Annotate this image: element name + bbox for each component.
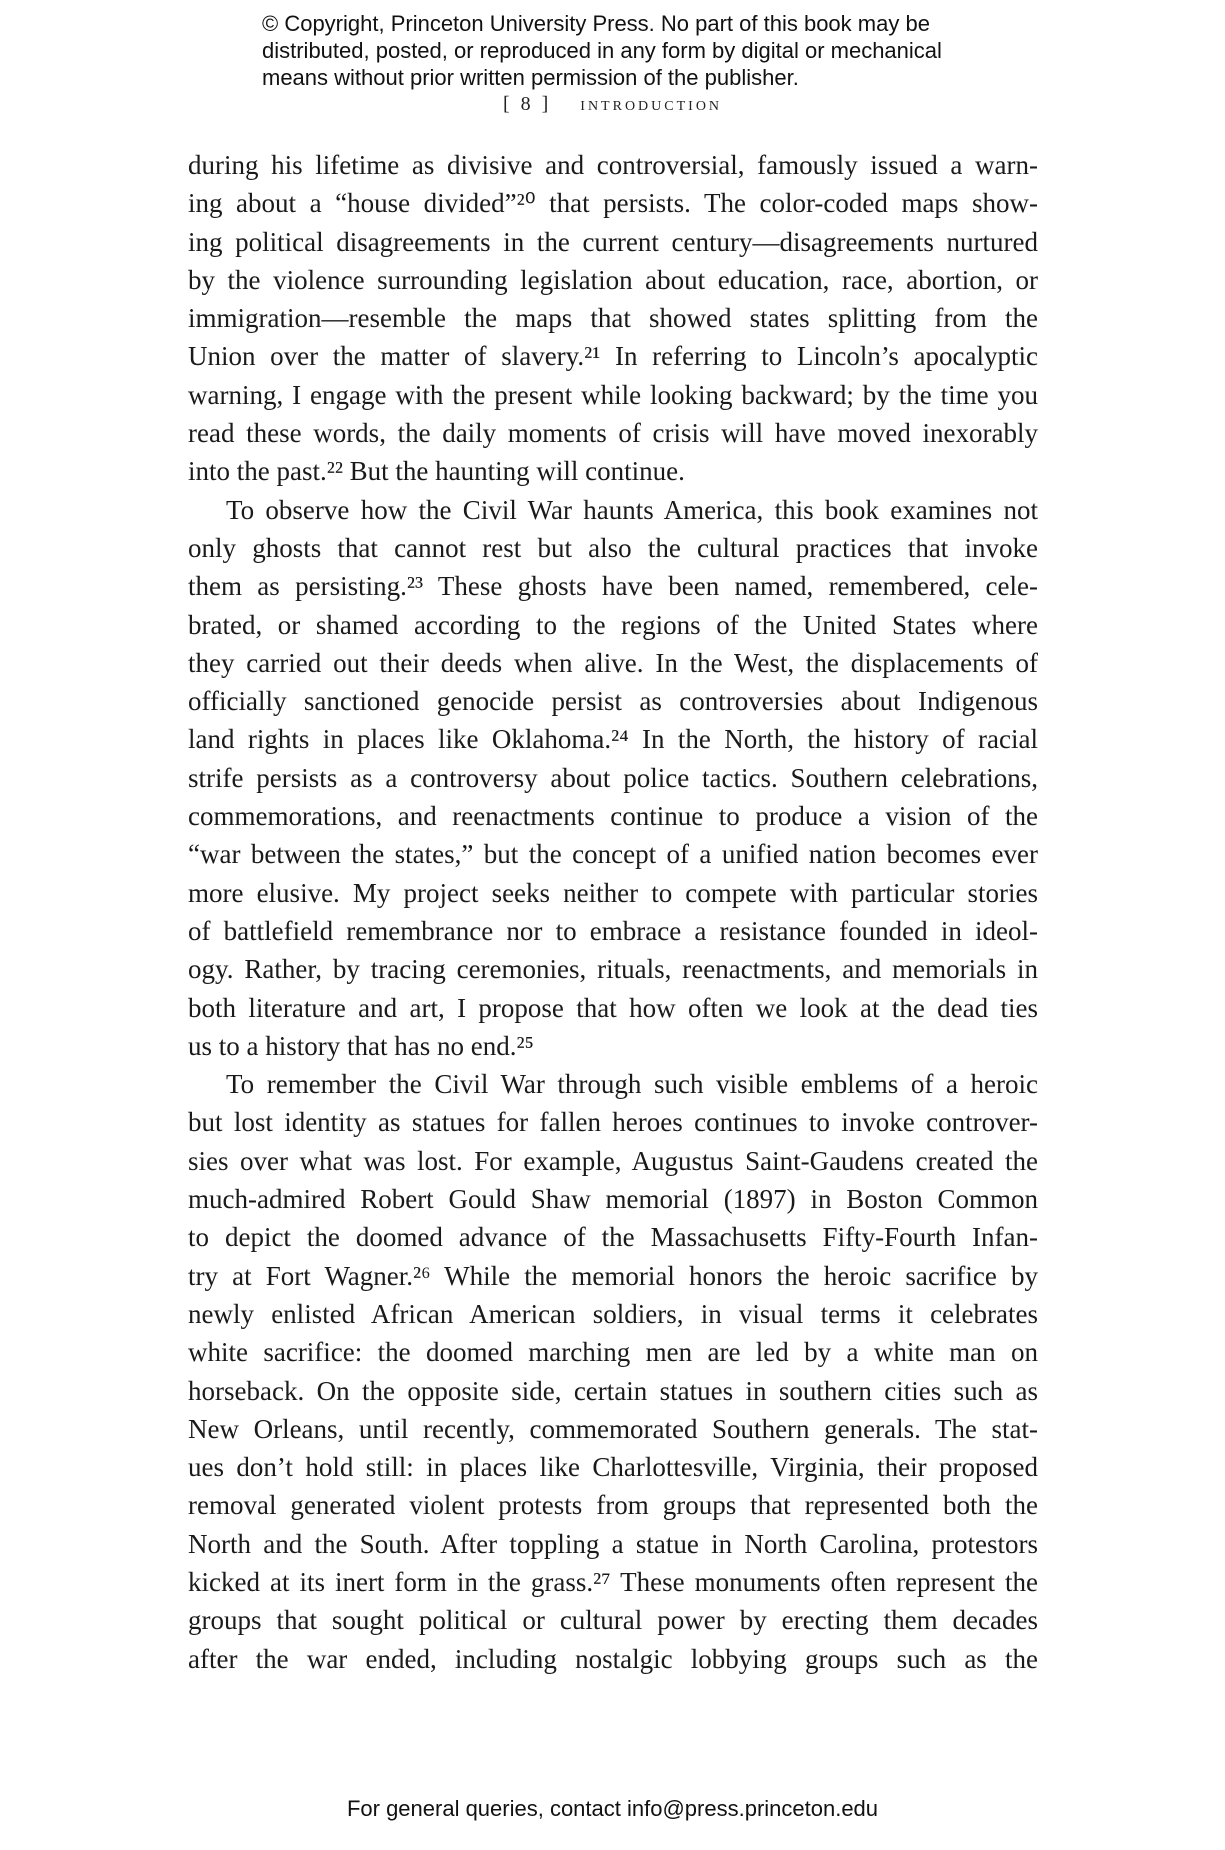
text-line: us to a history that has no end.²⁵ — [188, 1030, 534, 1061]
text-line: both literature and art, I propose that how often we look at the dead ties — [188, 992, 1038, 1023]
text-line: immigration—resemble the maps that showed states splitting from the — [188, 303, 1038, 334]
text-line: land rights in places like Oklahoma.²⁴ In the North, the history of racial — [188, 724, 1038, 755]
text-line: groups that sought political or cultural power by erecting them decades — [188, 1605, 1038, 1636]
text-line: New Orleans, until recently, commemorated Southern generals. The stat- — [188, 1413, 1038, 1444]
text-line: by the violence surrounding legislation about education, race, abortion, or — [188, 264, 1038, 295]
text-line: warning, I engage with the present while looking backward; by the time you — [188, 379, 1038, 410]
text-line: commemorations, and reenactments continue to produce a vision of the — [188, 801, 1038, 832]
paragraph — [188, 491, 1038, 1065]
copyright-line: means without prior written permission of the publisher. — [262, 65, 799, 90]
text-line: sies over what was lost. For example, Augustus Saint-Gaudens created the — [188, 1145, 1038, 1176]
text-line: brated, or shamed according to the regions of the United States where — [188, 609, 1038, 640]
text-line: horseback. On the opposite side, certain statues in southern cities such as — [188, 1375, 1038, 1406]
text-line: ues don’t hold still: in places like Charlottesville, Virginia, their proposed — [188, 1452, 1038, 1483]
text-line: during his lifetime as divisive and controversial, famously issued a warn- — [188, 150, 1038, 180]
text-line: To remember the Civil War through such visible emblems of a heroic — [226, 1069, 1038, 1100]
text-line: “war between the states,” but the concept of a unified nation becomes ever — [188, 839, 1038, 870]
copyright-line: © Copyright, Princeton University Press. No part of this book may be — [262, 11, 930, 36]
text-line: strife persists as a controversy about police tactics. Southern celebrations, — [188, 762, 1038, 793]
text-line: read these words, the daily moments of crisis will have moved inexorably — [188, 418, 1038, 449]
page-number: [ 8 ] — [502, 93, 552, 115]
text-line: ing about a “house divided”²⁰ that persists. The color-coded maps show- — [188, 188, 1038, 219]
body-text — [188, 146, 1038, 1678]
text-line: Union over the matter of slavery.²¹ In referring to Lincoln’s apocalyptic — [188, 341, 1038, 372]
text-line: much-admired Robert Gould Shaw memorial (1897) in Boston Common — [188, 1184, 1038, 1215]
paragraph — [188, 146, 1038, 491]
text-line: officially sanctioned genocide persist as controversies about Indigenous — [188, 686, 1038, 717]
footer-contact: For general queries, contact info@press.princeton.edu — [346, 1796, 879, 1821]
text-line: after the war ended, including nostalgic lobbying groups such as the — [188, 1643, 1038, 1674]
text-line: ogy. Rather, by tracing ceremonies, rituals, reenactments, and memorials in — [188, 954, 1038, 985]
text-line: but lost identity as statues for fallen heroes continues to invoke controver- — [188, 1107, 1038, 1138]
text-line: them as persisting.²³ These ghosts have been named, remembered, cele- — [188, 571, 1038, 602]
text-line: ing political disagreements in the current century—disagreements nurtured — [188, 226, 1038, 257]
paragraph — [188, 1065, 1038, 1678]
text-line: more elusive. My project seeks neither to compete with particular stories — [188, 877, 1038, 908]
text-line: try at Fort Wagner.²⁶ While the memorial honors the heroic sacrifice by — [188, 1260, 1038, 1291]
text-line: North and the South. After toppling a statue in North Carolina, protestors — [188, 1528, 1038, 1559]
running-head — [0, 93, 1225, 116]
section-title: introduction — [580, 93, 723, 115]
text-line: kicked at its inert form in the grass.²⁷ These monuments often represent the — [188, 1566, 1038, 1597]
copyright-line: distributed, posted, or reproduced in any form by digital or mechanical — [262, 38, 942, 63]
text-line: removal generated violent protests from groups that represented both the — [188, 1490, 1038, 1521]
text-line: only ghosts that cannot rest but also the cultural practices that invoke — [188, 532, 1038, 563]
text-line: newly enlisted African American soldiers, in visual terms it celebrates — [188, 1298, 1038, 1329]
text-line: they carried out their deeds when alive. In the West, the displacements of — [188, 647, 1038, 678]
text-line: into the past.²² But the haunting will continue. — [188, 456, 685, 487]
copyright-notice — [262, 10, 982, 91]
text-line: white sacrifice: the doomed marching men are led by a white man on — [188, 1337, 1038, 1368]
text-line: To observe how the Civil War haunts America, this book examines not — [226, 494, 1038, 525]
text-line: of battlefield remembrance nor to embrace a resistance founded in ideol- — [188, 915, 1038, 946]
text-line: to depict the doomed advance of the Massachusetts Fifty-Fourth Infan- — [188, 1222, 1038, 1253]
